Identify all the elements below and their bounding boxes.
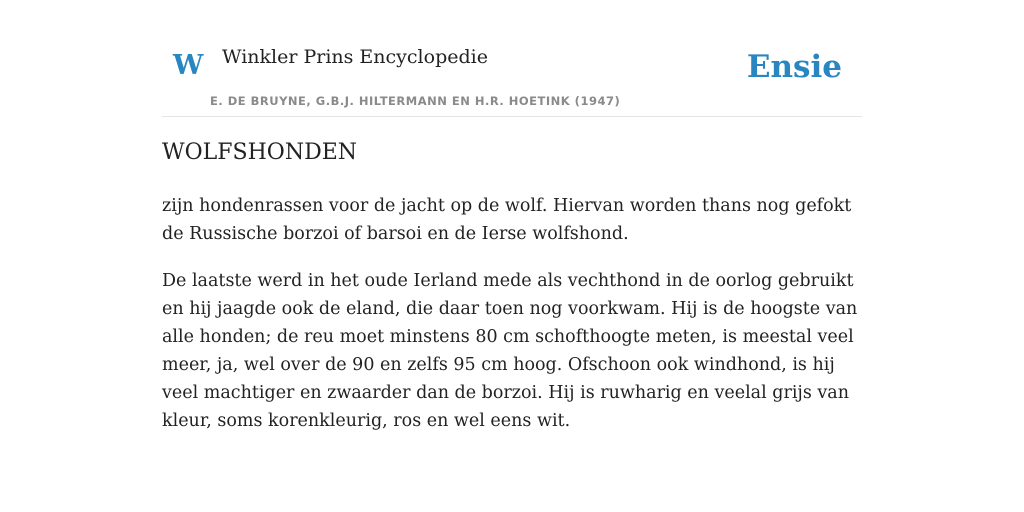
article-paragraph: zijn hondenrassen voor de jacht op de wolf. Hiervan worden thans nog gefokt de Russische borzoi of barsoi en de Ierse wolfshond. bbox=[162, 196, 852, 244]
source-authors: E. DE BRUYNE, G.B.J. HILTERMANN EN H.R. HOETINK (1947) bbox=[210, 94, 621, 108]
winkler-prins-logo[interactable]: W bbox=[173, 50, 204, 81]
source-header bbox=[162, 0, 862, 117]
ensie-logo-link[interactable]: Ensie bbox=[746, 49, 842, 85]
article-title: WOLFSHONDEN bbox=[162, 140, 358, 165]
article-paragraph: De laatste werd in het oude Ierland mede als vechthond in de oorlog gebruikt en hij jaagde ook de eland, die daar toen nog voorkwam. Hij is de hoogste van alle honden; de reu moet minstens 80 cm schofthoogte meten, is meestal veel meer, ja, wel over de 90 en zelfs 95 cm hoog. Ofschoon ook windhond, is hij veel machtiger en zwaarder dan de borzoi. Hij is ruwharig en veelal grijs van kleur, soms korenkleurig, ros en wel eens wit. bbox=[162, 271, 858, 431]
article-body bbox=[162, 192, 862, 454]
source-title[interactable]: Winkler Prins Encyclopedie bbox=[222, 46, 488, 68]
